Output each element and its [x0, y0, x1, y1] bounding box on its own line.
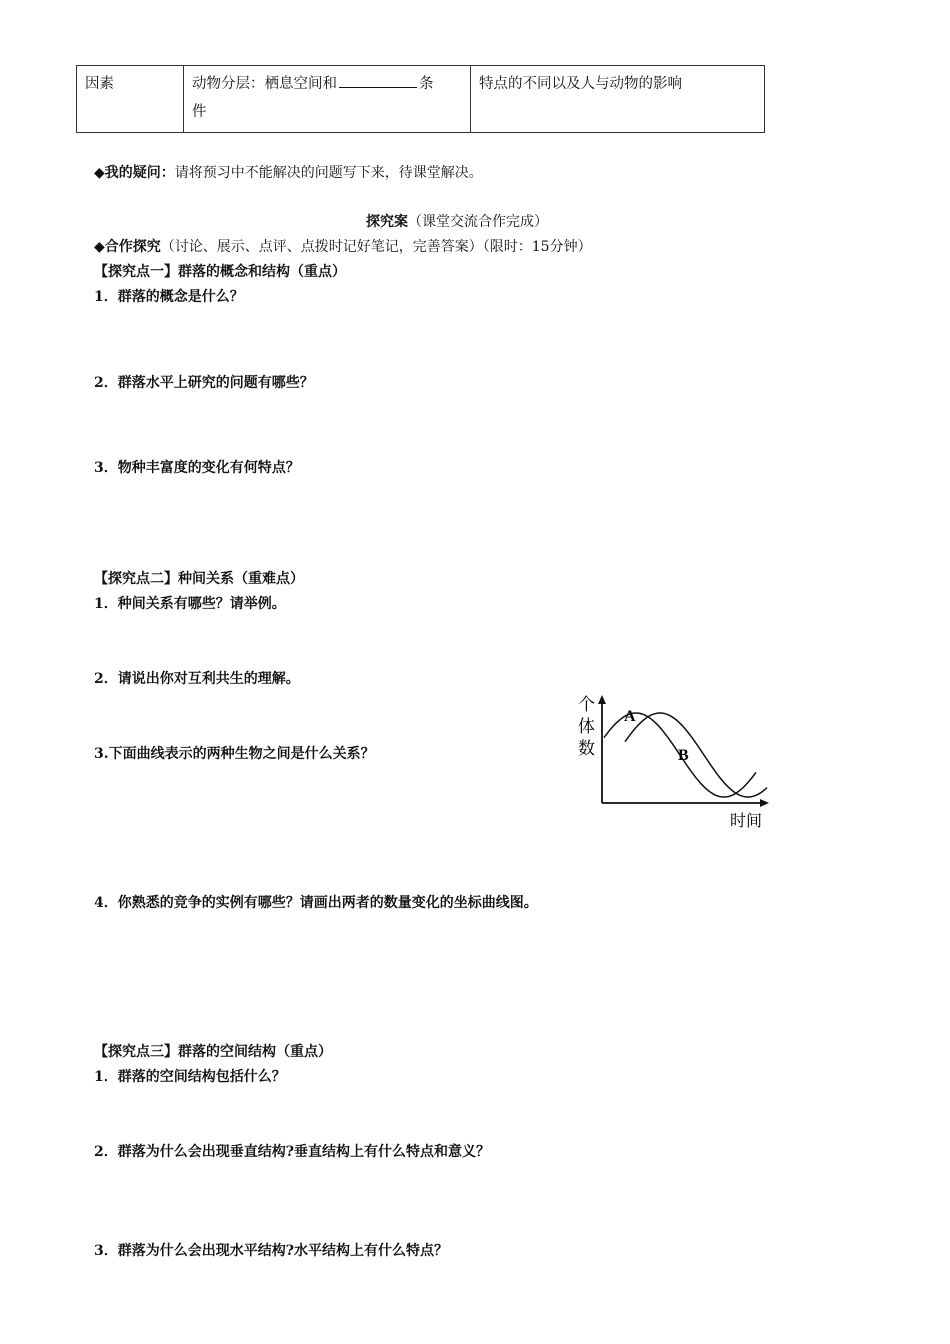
point1-q2: 2．群落水平上研究的问题有哪些？	[94, 375, 314, 391]
doubt-line	[94, 162, 483, 182]
point2-header: 【探究点二】种间关系（重难点）	[94, 571, 304, 587]
point1-header: 【探究点一】群落的概念和结构（重点）	[94, 264, 346, 280]
cooperate-line	[94, 236, 592, 256]
x-axis-arrow	[760, 799, 769, 807]
y-axis-label-char: 数	[578, 739, 595, 758]
explore-title-normal: （课堂交流合作完成）	[408, 214, 548, 230]
table-cell-feature	[471, 66, 765, 133]
doubt-text: 请将预习中不能解决的问题写下来，待课堂解决。	[174, 165, 483, 181]
point2-q3: 3.下面曲线表示的两种生物之间是什么关系？	[94, 746, 375, 762]
x-axis-label: 时间	[730, 813, 763, 830]
table-row	[77, 66, 765, 133]
y-axis-arrow	[598, 695, 606, 704]
point3-q3: 3．群落为什么会出现水平结构?水平结构上有什么特点？	[94, 1243, 448, 1259]
explore-title	[366, 211, 548, 231]
preview-table	[76, 65, 765, 133]
fill-blank[interactable]	[339, 73, 417, 88]
y-axis-label-char: 个	[578, 695, 595, 714]
point2-q1: 1．种间关系有哪些？请举例。	[94, 596, 286, 612]
doubt-label: ◆我的疑问：	[94, 165, 175, 181]
series-label-b: B	[678, 747, 689, 764]
animal-layer-text: 动物分层：栖息空间和	[192, 76, 337, 92]
table-cell-animal-layer	[184, 66, 471, 133]
y-axis-label-char: 体	[578, 717, 595, 736]
point1-q3: 3．物种丰富度的变化有何特点？	[94, 460, 300, 476]
point2-q2: 2．请说出你对互利共生的理解。	[94, 671, 300, 687]
point3-q2: 2．群落为什么会出现垂直结构?垂直结构上有什么特点和意义？	[94, 1144, 490, 1160]
factor-text: 因素	[85, 76, 114, 92]
cooperate-label: ◆合作探究	[94, 239, 161, 255]
point1-q1: 1．群落的概念是什么？	[94, 289, 244, 305]
y-axis-label	[578, 695, 595, 758]
condition-text-1: 条	[419, 76, 434, 92]
point3-q1: 1．群落的空间结构包括什么？	[94, 1069, 286, 1085]
series-label-a: A	[624, 708, 636, 725]
cooperate-text: （讨论、展示、点评、点拨时记好笔记，完善答案）（限时：15分钟）	[160, 239, 592, 255]
table-cell-factor	[77, 66, 184, 133]
explore-title-bold: 探究案	[366, 214, 408, 230]
point3-header: 【探究点三】群落的空间结构（重点）	[94, 1044, 332, 1060]
feature-text: 特点的不同以及人与动物的影响	[479, 76, 682, 92]
point2-q4: 4．你熟悉的竞争的实例有哪些？请画出两者的数量变化的坐标曲线图。	[94, 895, 538, 911]
population-chart	[570, 690, 780, 840]
condition-text-2: 件	[192, 104, 207, 120]
